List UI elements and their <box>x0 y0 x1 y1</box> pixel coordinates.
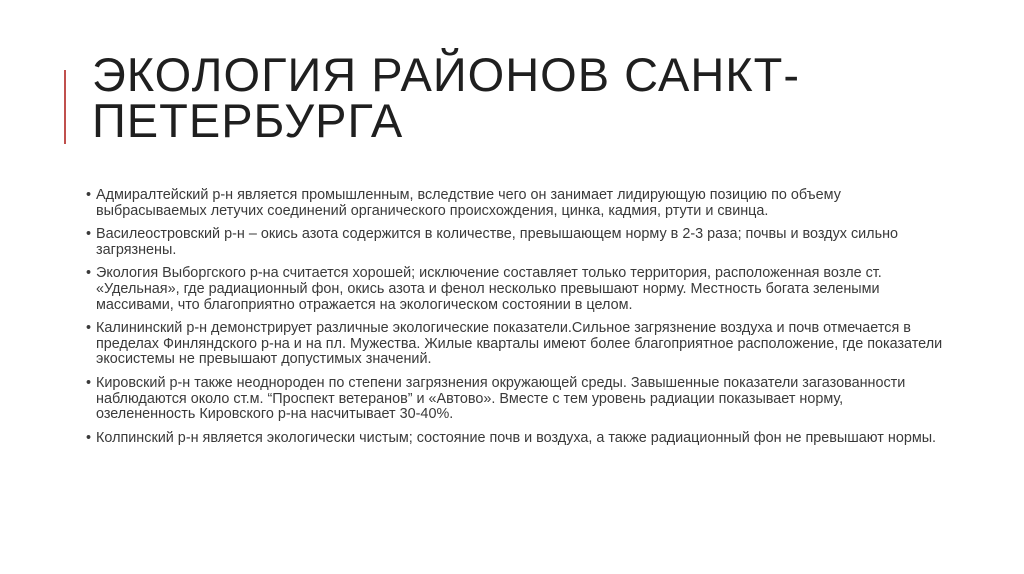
slide-title <box>92 48 972 147</box>
bullet-vyborgsky: • Экология Выборгского р-на считается хорошей; исключение составляет только территория, расположенная возле ст. «Удельная», где радиационный фон, окись азота и фенол несколько превышают норму. Местность богата зелеными массивами, что благоприятно отражается на экологическом состоянии в целом. <box>86 266 946 313</box>
bullet-kolpinsky: • Колпинский р-н является экологически чистым; состояние почв и воздуха, а также радиационный фон не превышают нормы. <box>86 431 946 447</box>
slide-title-line-1: ЭКОЛОГИЯ РАЙОНОВ САНКТ- <box>92 48 801 101</box>
bullet-kalininsky: • Калининский р-н демонстрирует различные экологические показатели.Сильное загрязнение воздуха и почв отмечается в пределах Финляндского р-на и на пл. Мужества. Жилые кварталы имеют более благоприятное расположение, где показатели экосистемы не превышают допустимых значений. <box>86 321 946 368</box>
bullet-vasileostrovsky: • Василеостровский р-н – окись азота содержится в количестве, превышающем норму в 2-3 раза; почвы и воздух сильно загрязнены. <box>86 227 946 258</box>
bullet-admiralteysky: • Адмиралтейский р-н является промышленным, вследствие чего он занимает лидирующую позицию по объему выбрасываемых летучих соединений органического происхождения, цинка, кадмия, ртути и свинца. <box>86 188 946 219</box>
bullet-list <box>86 188 946 454</box>
slide-title-line-2: ПЕТЕРБУРГА <box>92 94 404 147</box>
bullet-kirovsky: • Кировский р-н также неоднороден по степени загрязнения окружающей среды. Завышенные показатели загазованности наблюдаются около ст.м. “Проспект ветеранов” и «Автово». Вместе с тем уровень радиации показывает норму, озелененность Кировского р-на насчитывает 30-40%. <box>86 376 946 423</box>
title-accent-line <box>64 70 66 144</box>
